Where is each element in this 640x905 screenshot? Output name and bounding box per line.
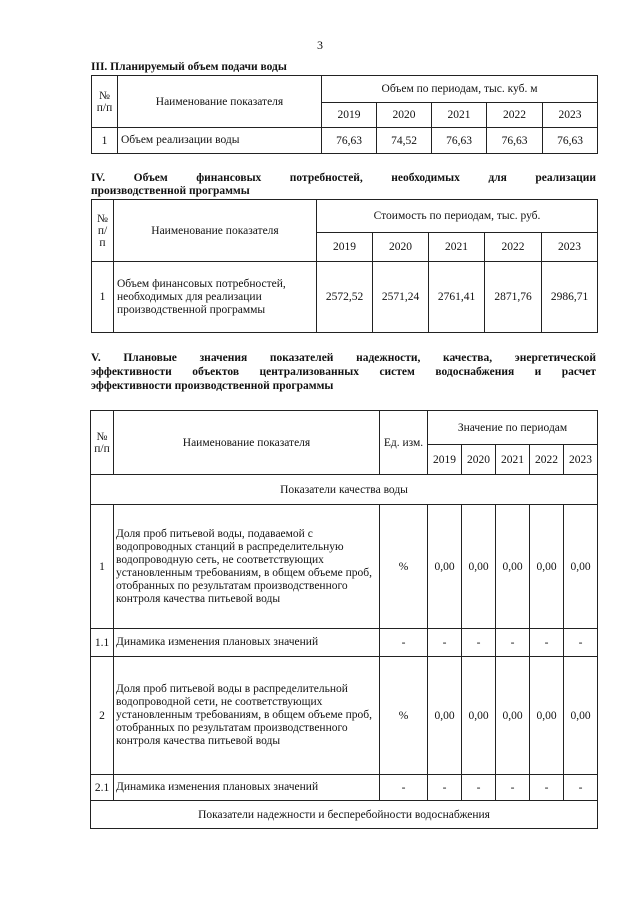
row-unit: - [380,629,428,657]
value-cell: 0,00 [564,657,598,775]
value-cell: 2572,52 [317,262,373,333]
table-row [92,128,598,154]
year-cell: 2020 [462,445,496,475]
table-row [92,262,598,333]
year-cell: 2021 [429,233,485,262]
value-cell: 2761,41 [429,262,485,333]
section-4-heading-line-2: производственной программы [91,185,250,197]
row-unit: - [380,775,428,801]
value-cell: - [496,775,530,801]
header-unit: Ед. изм. [380,411,428,475]
section-5-heading-line-3: эффективности производственной программы [91,380,334,392]
row-name: Объем реализации воды [118,128,322,154]
header-name: Наименование показателя [114,200,317,262]
value-cell: 0,00 [564,505,598,629]
value-cell: 0,00 [462,505,496,629]
header-name: Наименование показателя [118,76,322,128]
year-cell: 2019 [322,103,377,128]
value-cell: - [564,629,598,657]
value-cell: 2871,76 [485,262,542,333]
indicators-table [90,410,598,829]
year-cell: 2022 [485,233,542,262]
row-name: Доля проб питьевой воды, подаваемой с водопроводных станций в распределительную водопроводную сеть, не соответствующих установленным требованиям, в общем объеме проб, отобранных по результатам производственного контроля качества питьевой воды [114,505,380,629]
table-row [91,629,598,657]
value-cell: 0,00 [496,657,530,775]
row-name: Объем финансовых потребностей, необходимых для реализации производственной программы [114,262,317,333]
group-row-water-quality: Показатели качества воды [91,475,598,505]
value-cell: 0,00 [428,505,462,629]
table-row [91,657,598,775]
value-cell: 76,63 [322,128,377,154]
section-4-heading-line-1: IV. Объем финансовых потребностей, необходимых для реализации [91,172,596,184]
header-periods: Стоимость по периодам, тыс. руб. [317,200,598,233]
value-cell: 74,52 [377,128,432,154]
row-num: 1 [91,505,114,629]
value-cell: 0,00 [530,657,564,775]
group-row-reliability: Показатели надежности и бесперебойности водоснабжения [91,801,598,829]
table-row [91,505,598,629]
row-num: 1 [92,128,118,154]
value-cell: - [564,775,598,801]
table-row [91,775,598,801]
year-cell: 2022 [487,103,543,128]
value-cell: - [428,775,462,801]
value-cell: 0,00 [462,657,496,775]
year-cell: 2020 [377,103,432,128]
value-cell: 76,63 [543,128,598,154]
header-num: № п/п [91,411,114,475]
header-periods: Объем по периодам, тыс. куб. м [322,76,598,103]
year-cell: 2023 [564,445,598,475]
value-cell: - [496,629,530,657]
header-periods: Значение по периодам [428,411,598,445]
water-supply-table [91,75,598,154]
section-3-heading: III. Планируемый объем подачи воды [91,61,287,73]
row-name: Доля проб питьевой воды в распределительной водопроводной сети, не соответствующих установленным требованиям, в общем объеме проб, отобранных по результатам производственного контроля качества питьевой воды [114,657,380,775]
year-cell: 2021 [432,103,487,128]
row-unit: % [380,657,428,775]
section-5-heading-line-2: эффективности объектов централизованных систем водоснабжения и расчет [91,366,596,378]
value-cell: 0,00 [428,657,462,775]
section-5-heading-line-1: V. Плановые значения показателей надежности, качества, энергетической [91,352,596,364]
value-cell: - [462,775,496,801]
page-number: 3 [317,38,323,52]
year-cell: 2021 [496,445,530,475]
header-name: Наименование показателя [114,411,380,475]
year-cell: 2019 [428,445,462,475]
year-cell: 2019 [317,233,373,262]
financial-needs-table [91,199,598,333]
header-num: № п/п [92,76,118,128]
row-name: Динамика изменения плановых значений [114,775,380,801]
row-num: 1.1 [91,629,114,657]
year-cell: 2022 [530,445,564,475]
year-cell: 2020 [373,233,429,262]
row-name: Динамика изменения плановых значений [114,629,380,657]
year-cell: 2023 [543,103,598,128]
year-cell: 2023 [542,233,598,262]
row-num: 2 [91,657,114,775]
value-cell: - [530,775,564,801]
row-unit: % [380,505,428,629]
value-cell: 76,63 [487,128,543,154]
value-cell: 0,00 [496,505,530,629]
value-cell: - [462,629,496,657]
value-cell: - [530,629,564,657]
value-cell: 2986,71 [542,262,598,333]
row-num: 1 [92,262,114,333]
value-cell: 76,63 [432,128,487,154]
value-cell: - [428,629,462,657]
row-num: 2.1 [91,775,114,801]
header-num: № п/п [92,200,114,262]
value-cell: 2571,24 [373,262,429,333]
value-cell: 0,00 [530,505,564,629]
